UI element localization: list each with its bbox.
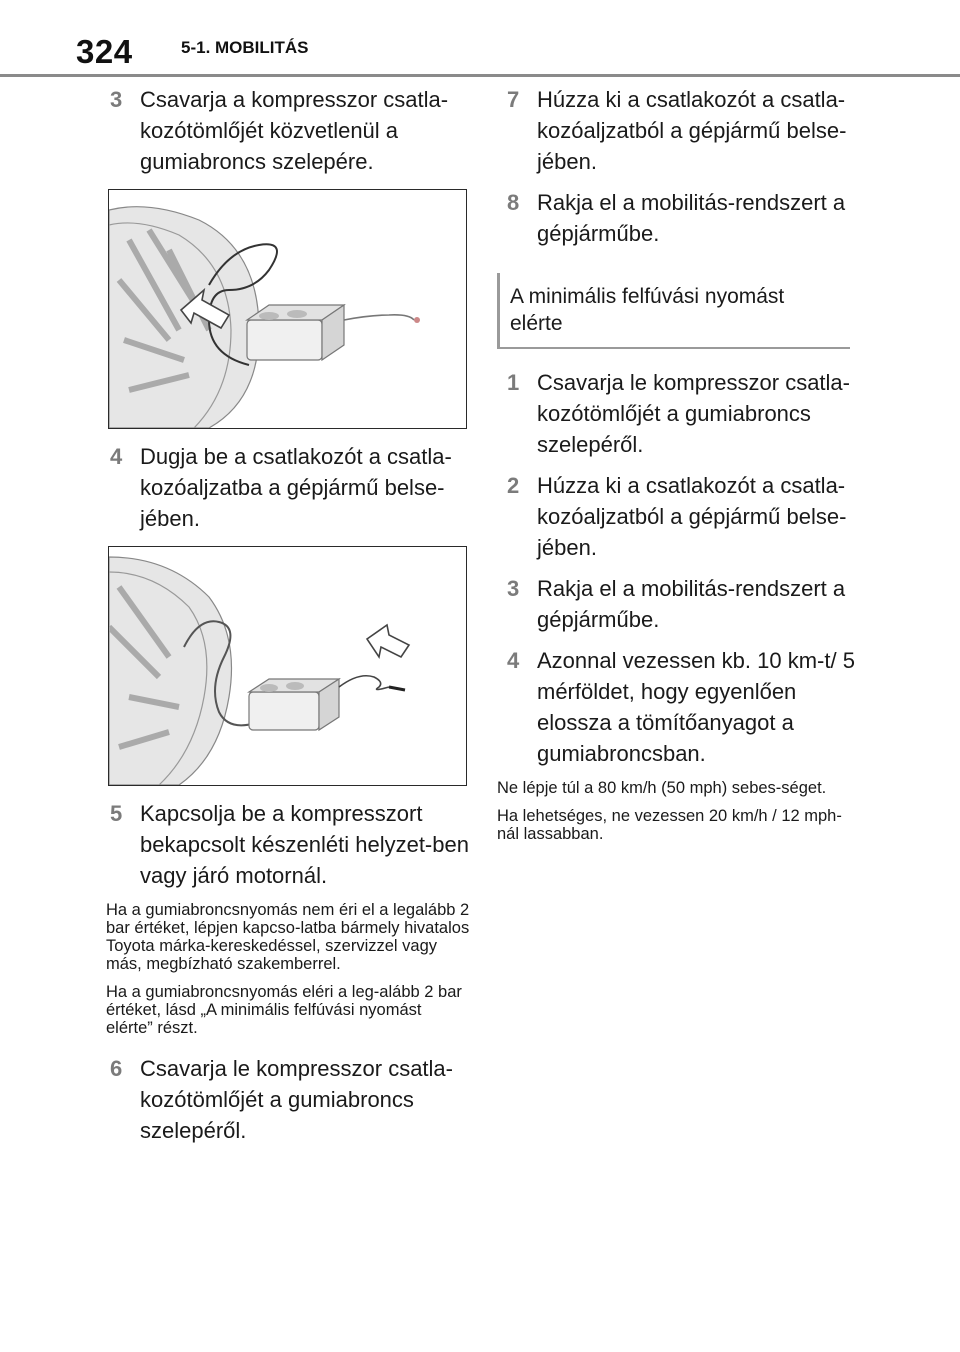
step-text: Csavarja le kompresszor csatla-kozótömlőjét a gumiabroncs szelepéről.	[537, 370, 850, 457]
compressor-socket-illustration	[108, 546, 467, 786]
step-number: 3	[507, 576, 520, 601]
step-text: Húzza ki a csatlakozót a csatla-kozóaljzatból a gépjármű belse-jében.	[537, 87, 847, 174]
step-8	[497, 187, 857, 249]
subsection-heading: A minimális felfúvási nyomást elérte	[497, 273, 850, 349]
note-min-speed: Ha lehetséges, ne vezessen 20 km/h / 12 mph-nál lassabban.	[497, 807, 842, 843]
step-number: 6	[110, 1056, 123, 1081]
note-speed-limit: Ne lépje túl a 80 km/h (50 mph) sebes-séget.	[497, 779, 827, 797]
step-number: 2	[507, 473, 520, 498]
step-number: 5	[110, 801, 123, 826]
step-number: 7	[507, 87, 520, 112]
step-number: 8	[507, 190, 520, 215]
step-number: 1	[507, 370, 520, 395]
step-5	[100, 798, 470, 891]
step-text: Dugja be a csatlakozót a csatla-kozóaljzatba a gépjármű belse-jében.	[140, 444, 452, 531]
sub-step-3	[497, 573, 857, 635]
step-text: Kapcsolja be a kompresszort bekapcsolt készenléti helyzet-ben vagy járó motornál.	[140, 801, 469, 888]
left-column	[100, 84, 470, 1156]
compressor-valve-illustration	[108, 189, 467, 429]
section-title: 5-1. MOBILITÁS	[181, 38, 309, 57]
step-4	[100, 441, 470, 534]
header-divider	[0, 74, 960, 77]
step-text: Rakja el a mobilitás-rendszert a gépjárműbe.	[537, 576, 846, 632]
step-number: 4	[110, 444, 123, 469]
note-pressure-low: Ha a gumiabroncsnyomás nem éri el a legalább 2 bar értéket, lépjen kapcso-latba bármely hivatalos Toyota márka-kereskedéssel, szervizzel vagy más, megbízható szakemberrel.	[106, 901, 470, 973]
step-text: Húzza ki a csatlakozót a csatla-kozóaljzatból a gépjármű belse-jében.	[537, 473, 847, 560]
step-7	[497, 84, 857, 177]
right-column	[497, 84, 857, 853]
step-number: 4	[507, 648, 520, 673]
step-6	[100, 1053, 470, 1146]
sub-step-4	[497, 645, 857, 769]
page-number: 324	[76, 33, 133, 70]
note-pressure-ok: Ha a gumiabroncsnyomás eléri a leg-alább 2 bar értéket, lásd „A minimális felfúvási nyomást elérte” részt.	[106, 983, 462, 1037]
step-text: Csavarja le kompresszor csatla-kozótömlőjét a gumiabroncs szelepéről.	[140, 1056, 453, 1143]
step-text: Csavarja a kompresszor csatla-kozótömlőjét közvetlenül a gumiabroncs szelepére.	[140, 87, 449, 174]
sub-step-1	[497, 367, 857, 460]
step-3	[100, 84, 470, 177]
sub-step-2	[497, 470, 857, 563]
page-header	[0, 0, 960, 80]
step-text: Azonnal vezessen kb. 10 km-t/ 5 mérföldet, hogy egyenlően elossza a tömítőanyagot a gumiabroncsban.	[537, 648, 855, 766]
step-text: Rakja el a mobilitás-rendszert a gépjárműbe.	[537, 190, 846, 246]
step-number: 3	[110, 87, 123, 112]
